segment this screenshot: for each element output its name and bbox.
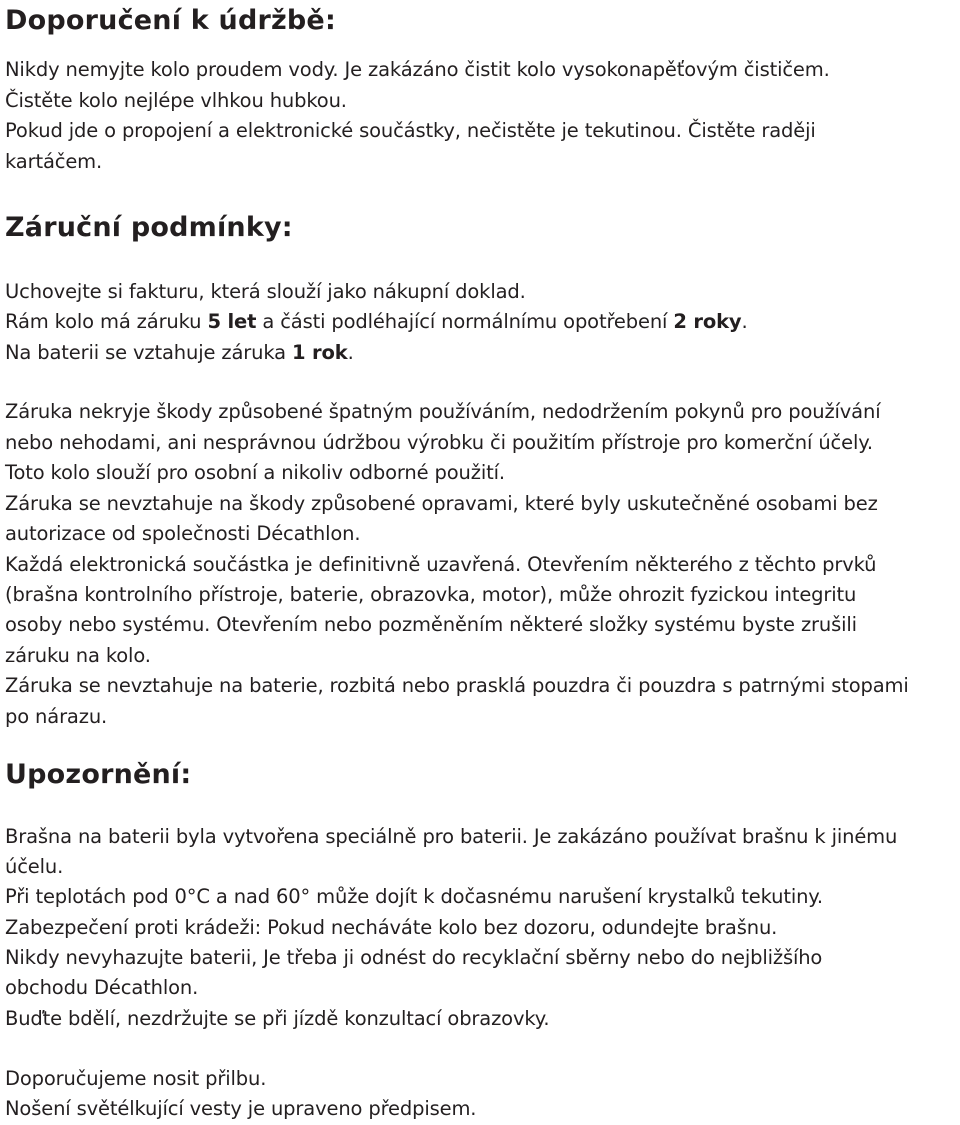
battery-text-1: Na baterii se vztahuje záruka <box>5 341 292 364</box>
warning-line-5: Nikdy nevyhazujte baterii, Je třeba ji odnést do recyklační sběrny nebo do nejbližšího <box>5 946 823 969</box>
warranty-exclusion-line-11: po nárazu. <box>5 705 108 728</box>
warning-heading: Upozornění: <box>5 759 192 790</box>
warning-line-1: Brašna na baterii byla vytvořena speciálně pro baterii. Je zakázáno používat brašnu k jinému <box>5 825 898 848</box>
warranty-exclusion-line-8: osoby nebo systému. Otevřením nebo pozměněním některé složky systému byste zrušili <box>5 613 857 636</box>
maintenance-line-3: Pokud jde o propojení a elektronické součástky, nečistěte je tekutinou. Čistěte raději <box>5 119 816 142</box>
warranty-exclusion-line-6: Každá elektronická součástka je definitivně uzavřená. Otevřením některého z těchto prvků <box>5 553 877 576</box>
warning-line-2: účelu. <box>5 855 64 878</box>
warranty-exclusion-line-1: Záruka nekryje škody způsobené špatným používáním, nedodržením pokynů pro používání <box>5 400 881 423</box>
maintenance-line-1: Nikdy nemyjte kolo proudem vody. Je zakázáno čistit kolo vysokonapěťovým čističem. <box>5 58 830 81</box>
warranty-invoice-line: Uchovejte si fakturu, která slouží jako nákupní doklad. <box>5 280 526 303</box>
warranty-exclusion-line-7: (brašna kontrolního přístroje, baterie, obrazovka, motor), může ohrozit fyzickou integritu <box>5 583 857 606</box>
maintenance-line-4: kartáčem. <box>5 150 103 173</box>
closing-line-1: Doporučujeme nosit přilbu. <box>5 1067 267 1090</box>
warranty-exclusion-line-10: Záruka se nevztahuje na baterie, rozbitá nebo prasklá pouzdra či pouzdra s patrnými stopami <box>5 674 909 697</box>
warranty-exclusion-line-9: záruku na kolo. <box>5 644 151 667</box>
frame-text-3: . <box>741 310 748 333</box>
battery-text-2: . <box>347 341 354 364</box>
maintenance-line-2: Čistěte kolo nejlépe vlhkou hubkou. <box>5 89 347 112</box>
warranty-exclusion-line-5: autorizace od společnosti Décathlon. <box>5 522 361 545</box>
warranty-exclusion-line-3: Toto kolo slouží pro osobní a nikoliv odborné použití. <box>5 461 505 484</box>
warning-line-7: Buďte bdělí, nezdržujte se při jízdě konzultací obrazovky. <box>5 1007 550 1030</box>
warranty-exclusion-line-2: nebo nehodami, ani nesprávnou údržbou výrobku či použitím přístroje pro komerční účely. <box>5 431 873 454</box>
warning-line-6: obchodu Décathlon. <box>5 976 199 999</box>
frame-years-value: 5 let <box>207 310 257 333</box>
warning-line-4: Zabezpečení proti krádeži: Pokud necháváte kolo bez dozoru, odundejte brašnu. <box>5 916 778 939</box>
warranty-battery-line <box>5 338 354 368</box>
battery-years-value: 1 rok <box>291 341 348 364</box>
warranty-frame-line <box>5 307 748 337</box>
wear-parts-years-value: 2 roky <box>673 310 742 333</box>
warranty-exclusion-line-4: Záruka se nevztahuje na škody způsobené opravami, které byly uskutečněné osobami bez <box>5 492 878 515</box>
frame-text-1: Rám kolo má záruku <box>5 310 208 333</box>
maintenance-heading: Doporučení k údržbě: <box>5 5 336 36</box>
warranty-heading: Záruční podmínky: <box>5 212 293 243</box>
frame-text-2: a části podléhající normálnímu opotřebení <box>256 310 674 333</box>
warning-line-3: Při teplotách pod 0°C a nad 60° může dojít k dočasnému narušení krystalků tekutiny. <box>5 885 823 908</box>
closing-line-2: Nošení světélkující vesty je upraveno předpisem. <box>5 1097 477 1120</box>
